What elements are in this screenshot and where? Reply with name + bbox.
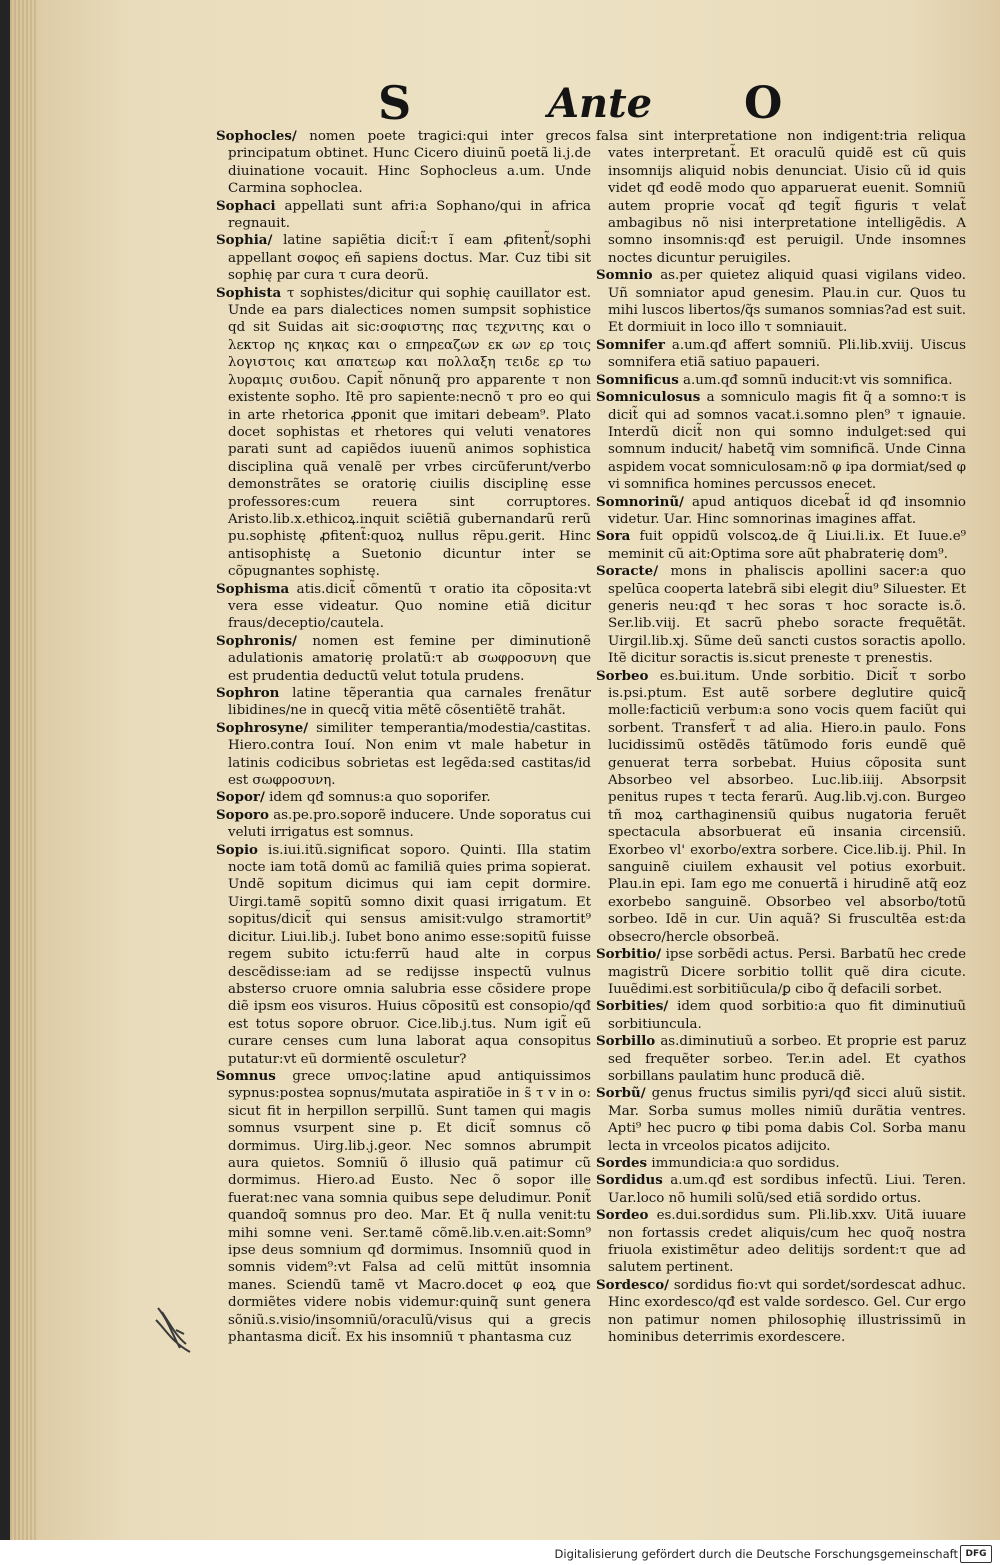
header-letter-right: O — [744, 78, 783, 129]
dictionary-entry — [216, 581, 591, 633]
dictionary-entry — [596, 1172, 966, 1207]
entry-text: ipse sorbẽdi actus. Persi. Barbatũ hec crede magistrũ Dicere sorbitio tollit quẽ dira cicute. Iuuẽdimi.est sorbitiũcula/ꝑ cibo q̃ defacili sorbet. — [608, 947, 966, 997]
entry-text: latine tẽperantia qua carnales frenãtur libidines/ne in quecq̃ vitia mẽtẽ cõsentiẽtẽ trahãt. — [228, 686, 591, 719]
dictionary-entry — [596, 267, 966, 337]
entry-headword: Sophia/ — [216, 232, 273, 249]
entry-headword: Soracte/ — [596, 563, 659, 580]
dictionary-entry — [596, 1033, 966, 1085]
entry-text: sordidus fio:vt qui sordet/sordescat adhuc. Hinc exordesco/qđ est valde sordesco. Gel. Cur ergo non patimur nomen philosophię illustrissimũ in hominibus deterrimis exordescere. — [608, 1277, 966, 1346]
entry-text: as.per quietez aliquid quasi vigilans video. Uñ somniator apud genesim. Plau.in cur. Quos tu mihi luscos libertos/q̃s sumanos somnias?ad est suit. Et dormiuit in loco illo τ somniauit. — [608, 268, 966, 336]
dictionary-entry — [216, 789, 591, 806]
entry-headword: Sordidus — [596, 1172, 663, 1189]
entry-headword: Sophron — [216, 685, 280, 701]
entry-headword: Sorbeo — [596, 667, 649, 684]
dictionary-entry — [596, 494, 966, 529]
dictionary-entry — [596, 337, 966, 372]
header-letter-left: S — [378, 76, 412, 130]
entry-headword: Sophisma — [216, 580, 290, 597]
entry-text: genus fructus similis pyri/qđ sicci aluũ sistit. Mar. Sorba sumus molles nimiũ durãtia ventres. Apti⁹ hec pucro φ tibi poma dabis Col. Sorba manu lecta in vrceolos picatos adijcito. — [608, 1086, 966, 1154]
entry-headword: Sorbitio/ — [596, 946, 662, 963]
entry-text: is.iui.itũ.significat soporo. Quinti. Illa statim nocte iam totã domũ ac familiã quies prima sopierat. Undẽ sopitum dicimus qui iam cepit dormire. Uirgi.tamẽ sopitũ somno dixit quasi irrigatum. Et sopitus/dicit̃ qui sensus amisit:vulgo stramortit⁹ dicitur. Liui.lib.j. Iubet bono animo esse:sopitũ fuisse regem subito ictu:ferrũ haud alte in corpus descẽdisse:iam ad se redijsse inspectũ vulnus absterso cruore omnia salubria esse cõsidere prope diẽ ipsm eos visuros. Huius cõpositũ est consopio/qđ est totus sopore obruor. Cice.lib.j.tus. Num igit̃ eũ curare censes cum luna laborat aqua consopitus putatur:vt eũ dormientẽ osculetur? — [228, 842, 591, 1067]
entry-headword: Sopor/ — [216, 789, 265, 806]
dictionary-entry — [596, 1155, 966, 1172]
entry-headword: Sophocles/ — [216, 128, 297, 144]
entry-headword: Somnifer — [596, 336, 665, 353]
footer-credit: Digitalisierung gefördert durch die Deutsche Forschungsgemeinschaft — [554, 1547, 958, 1561]
entry-text: atis.dicit̃ cõmentũ τ oratio ita cõposita:vt vera esse videatur. Quo nomine etiã dicitur fraus/deceptio/cautela. — [228, 581, 591, 632]
dictionary-entry — [216, 128, 591, 198]
right-text-column — [596, 128, 967, 1346]
entry-text: fuit oppidũ volscoꝝ.de q̃ Liui.li.ix. Et Iuue.e⁹ meminit cũ ait:Optima sore aũt phabraterię dom⁹. — [608, 529, 967, 562]
entry-headword: Somnorinũ/ — [596, 493, 684, 510]
entry-headword: Sordesco/ — [596, 1276, 670, 1293]
dictionary-entry — [216, 285, 591, 581]
entry-headword: Soporo — [216, 806, 269, 823]
running-header — [0, 76, 1000, 136]
entry-headword: Sora — [596, 528, 631, 545]
dictionary-entry — [216, 198, 591, 233]
dictionary-entry — [596, 1277, 966, 1347]
entry-headword: Somnificus — [596, 371, 679, 388]
entry-headword: Sorbities/ — [596, 998, 669, 1015]
entry-headword: Somniculosus — [596, 389, 701, 406]
entry-headword: Sorbũ/ — [596, 1085, 646, 1102]
margin-pen-mark — [150, 1300, 200, 1360]
dictionary-entry — [216, 633, 591, 685]
entry-text: a.um.qđ affert somniũ. Pli.lib.xviij. Uiscus somnifera etiã satiuo papaueri. — [608, 337, 966, 371]
entry-headword: Sophrosyne/ — [216, 719, 309, 736]
entry-headword: Somnus — [216, 1067, 276, 1084]
dictionary-entry — [596, 946, 966, 998]
entry-text: nomen est femine per diminutionẽ adulationis amatorię prolatũ:τ ab σωφροσυνη que est prudentia deductũ velut totula prudens. — [228, 633, 591, 684]
dictionary-entry — [596, 1085, 966, 1155]
entry-headword: Sophaci — [216, 197, 276, 214]
entry-text: immundicia:a quo sordidus. — [651, 1155, 840, 1171]
dictionary-entry — [216, 1068, 591, 1347]
entry-text: as.diminutiuũ a sorbeo. Et proprie est paruz sed frequẽter sorbeo. Ter.in adel. Et cyathos sorbillans paulatim hunc producã diẽ. — [608, 1034, 966, 1084]
entry-text: τ sophistes/dicitur qui sophię cauillator est. Unde ea pars dialectices nomen sumpsit sophistice qd sit Suidas ait sic:σοφιστης πας τεχνιτης και ο λεκτορ ης κηκας και ο επηρεαζων εκ ων ερ τοις λογιστοις και απατεωρ και πολλαξη τειδε ερ τω λυραμις συιδου. Capit̃ nõnunq̃ pro apparente τ non existente sopho. Itẽ pro sapiente:necnõ τ pro eo qui in arte rhetorica ꝓponit que imitari debeam⁹. Plato docet sophistas et rhetores qui veluti venatores parati sunt ad capiẽdos iuuenũ animos sophistica disciplina quã venalẽ per vrbes circũferunt/verbo demonstrãtes se oratorię ciuilis disciplinę esse professores:cum reuera sint corruptores. Aristo.lib.x.ethicoꝝ.inquit sciẽtiã gubernandarũ rerũ pu.sophistę ꝓfitent̃:quoꝝ nullus rẽpu.gerit. Hinc antisophistę a Suetonio dicuntur inter se cõpugnantes sophistę. — [228, 285, 591, 580]
entry-text: appellati sunt afri:a Sophano/qui in africa regnauit. — [228, 198, 591, 232]
entry-text: idem quod sorbitio:a quo fit diminutiuũ sorbitiuncula. — [608, 999, 966, 1032]
dictionary-entry — [216, 720, 591, 790]
entry-text: mons in phaliscis apollini sacer:a quo spelūca cooperta latebrã sibi elegit diu⁹ Siluester. Et generis neu:qđ τ hec soras τ hoc soracte is.õ. Ser.lib.viij. Et sacrũ phebo soracte frequẽtãt. Uirgil.lib.xj. Sũme deũ sancti custos soractis apollo. Itẽ dicitur soractis is.sicut preneste τ prenestis. — [608, 564, 966, 667]
left-text-column — [216, 128, 592, 1346]
entry-headword: Sophista — [216, 284, 282, 301]
header-word: Ante — [548, 80, 653, 127]
entry-headword: Sopio — [216, 841, 258, 858]
dictionary-entry — [596, 372, 966, 389]
dictionary-entry — [596, 563, 966, 667]
entry-text: grece υπνος:latine apud antiquissimos sypnus:postea sopnus/mutata aspiratiõe in s̃ τ v in o: sicut fit in herpillon serpillũ. Sunt tamen qui magis somnus vsurpent sine p. Et dicit̃ somnus cõ dormimus. Uirg.lib.j.geor. Nec somnos abrumpit aura quietos. Somniũ õ illusio quã patimur cũ dormimus. Hiero.ad Eusto. Nec õ sopor ille fuerat:nec vana somnia quibus sepe deludimur. Ponit̃ quandoq̃ somnus pro deo. Mar. Et q̃ nulla venit:tu mihi somne veni. Ser.tamẽ cõmẽ.lib.v.en.ait:Somn⁹ ipse deus somnium qđ dormimus. Insomniũ quod in somnis videm⁹:vt Falsa ad celũ mittũt insomnia manes. Sciendũ tamẽ vt Macro.docet φ eoꝝ que dormiẽtes videre nobis videmur:quinq̃ sunt genera sõniũ.s.visio/insomniũ/oraculũ/visus qui a grecis phantasma dicit̃. Ex his insomniũ τ phantasma cuz — [228, 1068, 591, 1346]
entry-text: es.bui.itum. Unde sorbitio. Dicit̃ τ sorbo is.psi.ptum. Est autẽ sorbere deglutire quicq̃ molle:facticiũ verbum:a sono vocis quem faciũt qui sorbent. Transfert̃ τ ad alia. Hiero.in paulo. Fons lucidissimũ ostẽdẽs tãtũmodo foris eundẽ quẽ genuerat terra sorbebat. Huius cõposita sunt Absorbeo vel absorbeo. Luc.lib.iiij. Absorpsit penitus rupes τ tecta ferarũ. Aug.lib.vj.con. Burgeo tñ moꝝ carthaginensiũ quibus nugatoria feruẽt spectacula absorbuerat eũ insania circensiũ. Exorbeo vl' exorbo/extra sorbere. Cice.lib.ij. Phil. In sanguinẽ ciuilem exhausit vel potius exorbuit. Plau.in epi. Iam ego me conuertã i hirudinẽ atq̃ eoz exorbebo sanguinẽ. Obsorbeo vel absorbo/totũ sorbeo. Idẽ in cur. Uin aquã? Si fruscultẽa est:da obsecro/hercle obsorbeã. — [608, 668, 966, 945]
entry-text: falsa sint interpretatione non indigent:tria reliqua vates interpretant̃. Et oraculũ quidẽ est cũ quis insomnijs aliquid nobis denunciat. Uisio cũ id quis videt qđ eodẽ modo quo apparuerat euenit. Somniũ autem proprie vocat̃ qđ tegit̃ figuris τ velat̃ ambagibus nõ nisi interpretatione intelligẽdis. A somno insomnis:qđ est peruigil. Unde insomnes noctes dicuntur peruigiles. — [596, 129, 966, 266]
entry-text: as.pe.pro.soporẽ inducere. Unde soporatus cui veluti irrigatus est somnus. — [228, 807, 591, 841]
entry-text: nomen poete tragici:qui inter grecos principatum obtinet. Hunc Cicero diuinũ poetã li.j.de diuinatione vocauit. Hinc Sophocleus a.um. Unde Carmina sophoclea. — [228, 129, 591, 197]
dictionary-entry — [596, 1207, 966, 1277]
dictionary-entry — [596, 389, 966, 493]
entry-headword: Somnio — [596, 267, 653, 284]
entry-text: a somniculo magis fit q̃ a somno:τ is dicit̃ qui ad somnos vacat.i.somno plen⁹ τ ignauie. Interdũ dicit̃ non qui somno indulget:sed qui somnum inducit/ habetq̃ vim somnificã. Unde Cinna aspidem vocat somniculosam:nõ φ ipa dormiat/sed φ vi somnifica homines percussos enecet. — [608, 390, 967, 493]
entry-text: latine sapiẽtia dicit̃:τ ĩ eam ꝓfitent̃/sophi appellant σοφος eñ sapiens doctus. Mar. Cuz tibi sit sophię par cura τ cura deorũ. — [228, 233, 592, 284]
dictionary-entry — [216, 807, 591, 842]
entry-text: a.um.qđ est sordibus infectũ. Liui. Teren. Uar.loco nõ humili solũ/sed etiã sordido ortus. — [608, 1173, 966, 1206]
entry-text: a.um.qđ somnũ inducit:vt vis somnifica. — [683, 372, 953, 388]
entry-headword: Sophronis/ — [216, 632, 297, 649]
entry-headword: Sordeo — [596, 1207, 649, 1224]
dictionary-entry — [216, 842, 591, 1068]
entry-text: apud antiquos dicebat̃ id qđ insomnio videtur. Uar. Hinc somnorinas imagines affat. — [608, 494, 966, 527]
dictionary-entry — [596, 668, 966, 947]
page-edge — [10, 0, 36, 1540]
dictionary-entry — [596, 998, 966, 1033]
entry-text: similiter temperantia/modestia/castitas. Hiero.contra Iouí. Non enim vt male habetur in latinis codicibus sobrietas est legẽda:sed castitas/id est σωφροσυνη. — [228, 720, 591, 789]
dictionary-entry — [596, 128, 966, 267]
dictionary-entry — [596, 528, 966, 563]
dictionary-entry — [216, 685, 591, 720]
entry-text: idem qđ somnus:a quo soporifer. — [269, 790, 491, 806]
entry-headword: Sordes — [596, 1154, 648, 1171]
dfg-logo: DFG — [960, 1545, 992, 1563]
entry-text: es.dui.sordidus sum. Pli.lib.xxv. Uitã iuuare non fortassis credet aliquis/cum hec quoq̃ nostra friuola existimẽtur adeo delitijs sordent:τ que ad salutem pertinent. — [608, 1208, 966, 1276]
entry-headword: Sorbillo — [596, 1033, 656, 1050]
dictionary-entry — [216, 232, 591, 284]
